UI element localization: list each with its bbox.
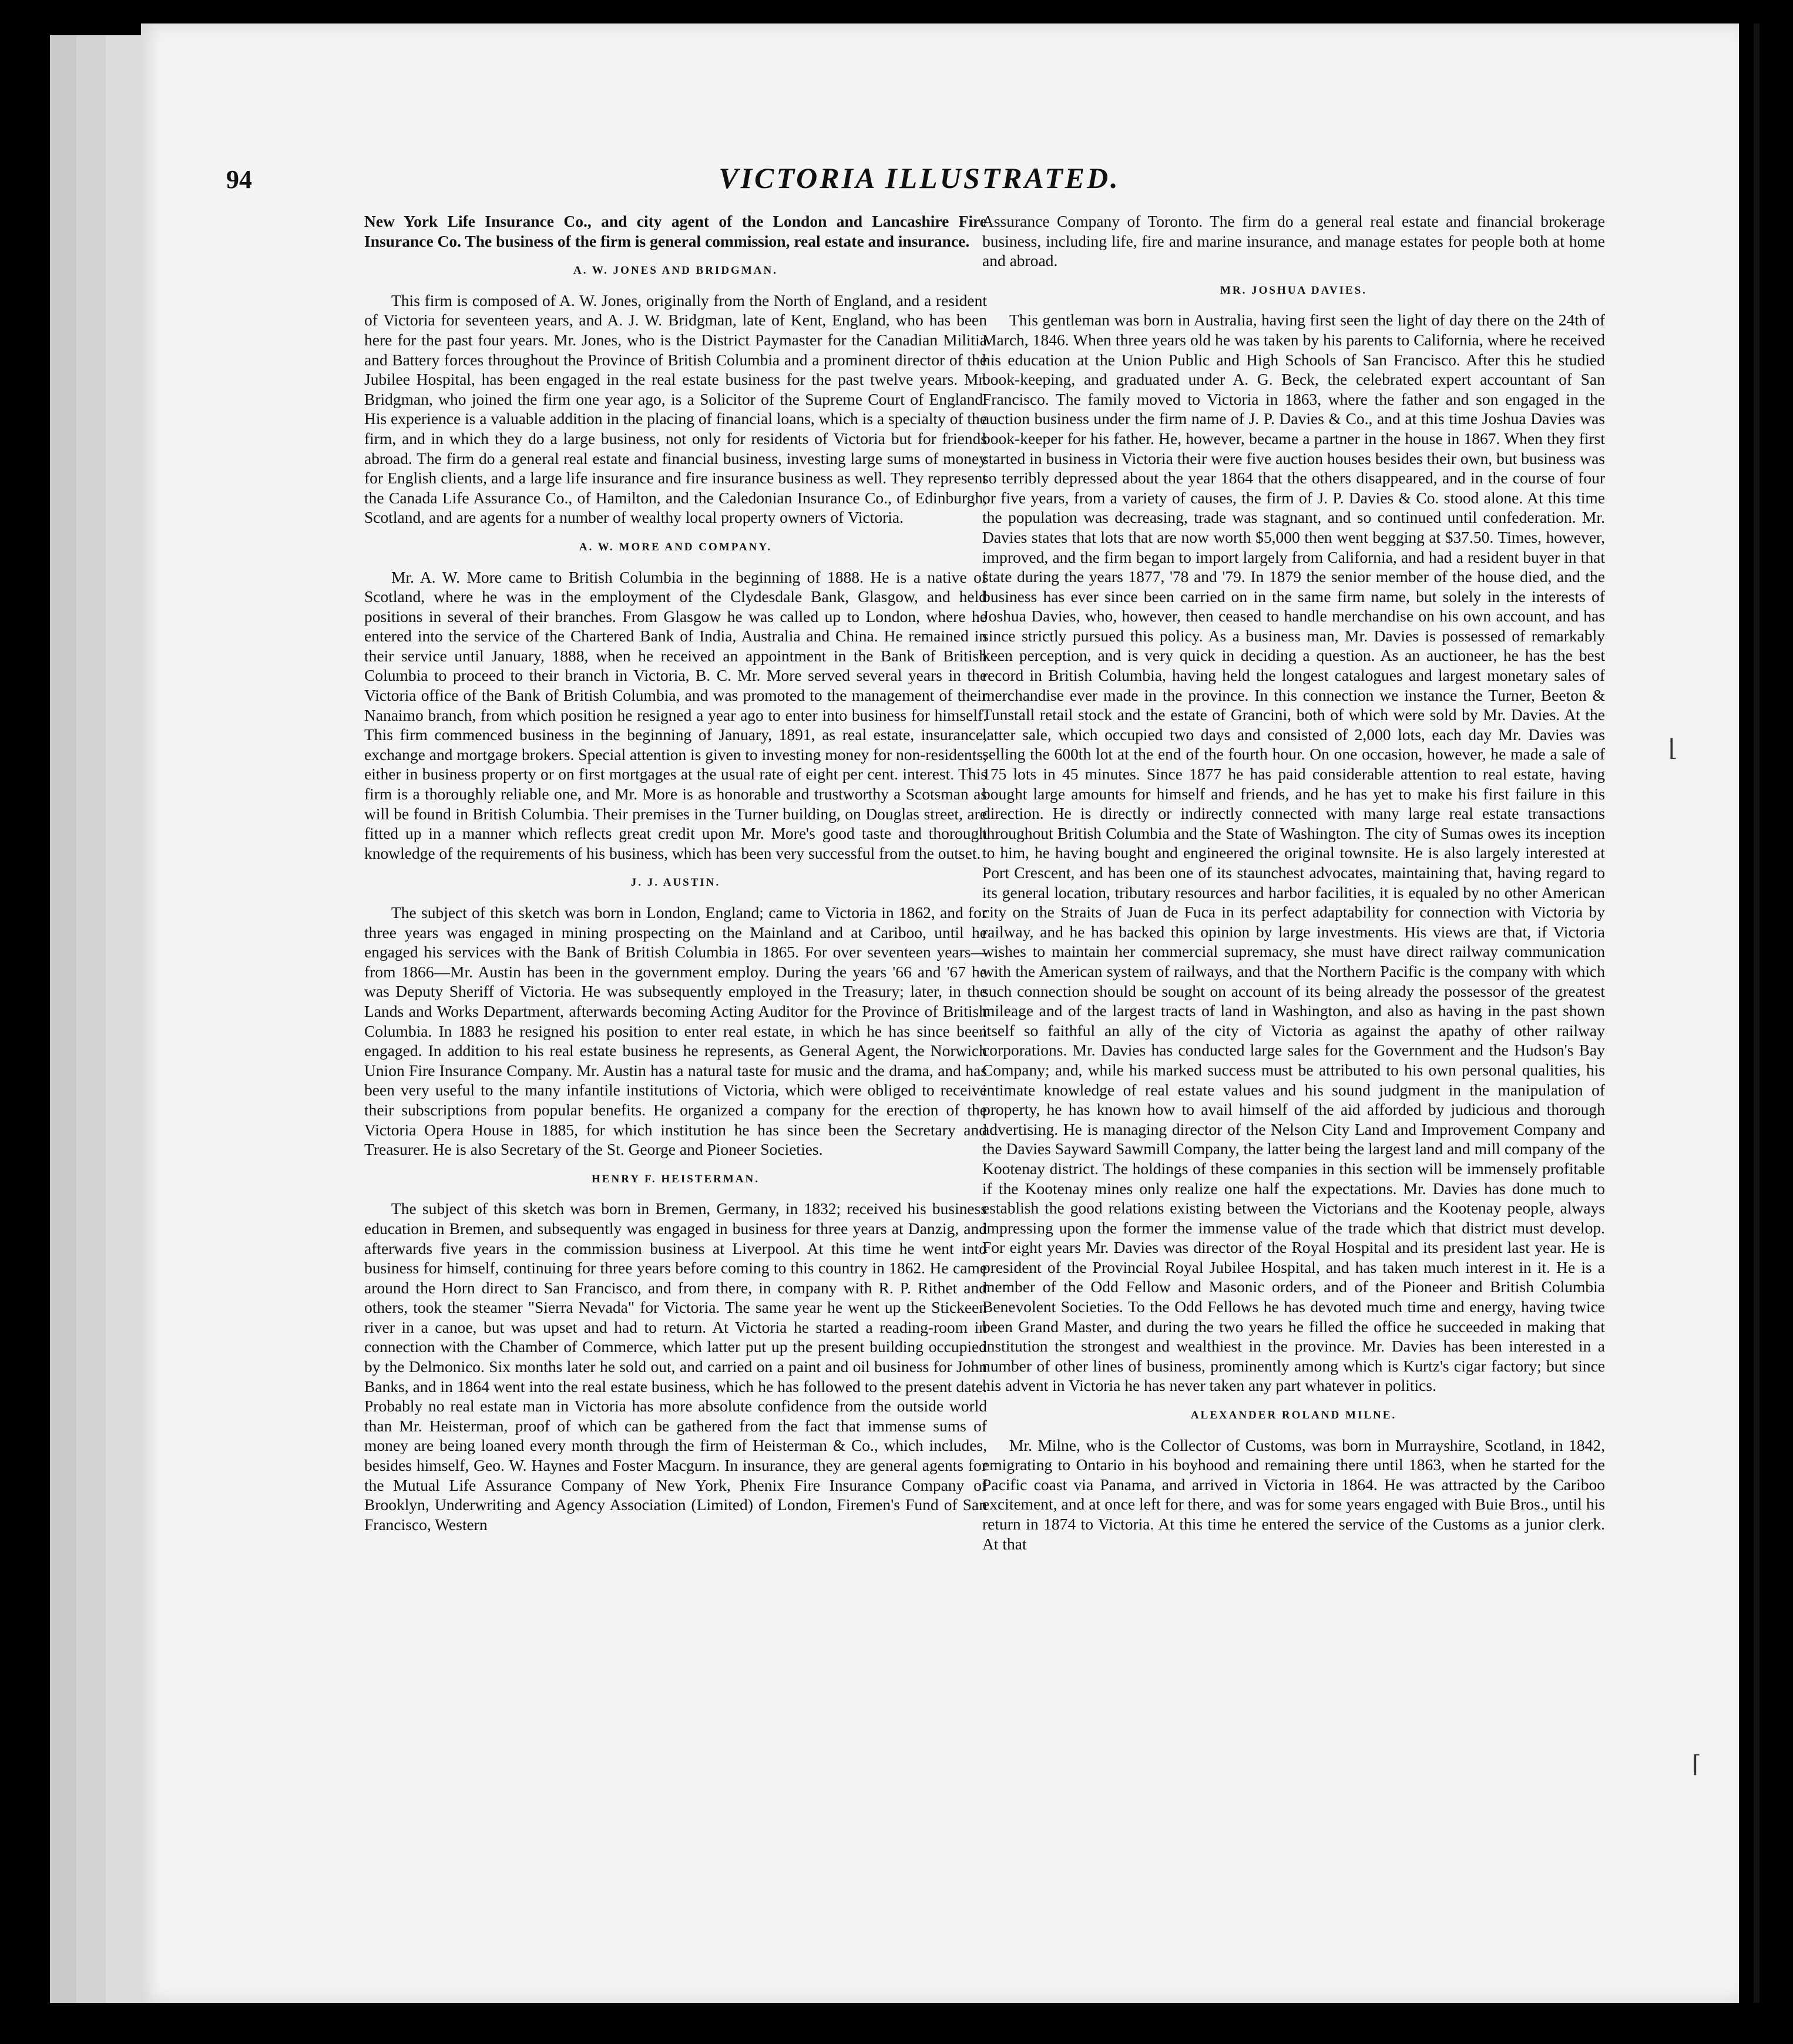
section-heading: A. W. JONES AND BRIDGMAN. <box>573 264 778 277</box>
margin-mark: ⌊ <box>1668 735 1678 761</box>
section-heading: MR. JOSHUA DAVIES. <box>1220 284 1368 297</box>
section-body: Mr. A. W. More came to British Columbia in the beginning of 1888. He is a native of Scotland, where he was in the employment of the Clydesdale Bank, Glasgow, and held positions in several of their branches. From Glasgow he was called up to London, where he entered into the service of the Chartered Bank of India, Australia and China. He remained in their service until January, 1888, when he received an appointment in the Bank of British Columbia to proceed to their branch in Victoria, B. C. Mr. More served several years in the Victoria office of the Bank of British Columbia, and was promoted to the management of their Nanaimo branch, from which position he resigned a year ago to enter into business for himself. This firm commenced business in the beginning of January, 1891, as real estate, insurance, exchange and mortgage brokers. Special attention is given to investing money for non-residents, either in business property or on first mortgages at the usual rate of eight per cent. interest. This firm is a thoroughly reliable one, and Mr. More is as honorable and trustworthy a Scotsman as will be found in British Columbia. Their premises in the Turner building, on Douglas street, are fitted up in a manner which reflects great credit upon Mr. More's good taste and thorough knowledge of the requirements of his business, which has been very successful from the outset. <box>364 567 987 862</box>
section-heading: HENRY F. HEISTERMAN. <box>592 1172 760 1185</box>
section-heading: J. J. AUSTIN. <box>630 876 721 889</box>
section-body: This firm is composed of A. W. Jones, originally from the North of England, and a resident of Victoria for seventeen years, and A. J. W. Bridgman, late of Kent, England, who has been here for the past four years. Mr. Jones, who is the District Paymaster for the Canadian Militia and Battery forces throughout the Province of British Columbia and a prominent director of the Jubilee Hospital, has been engaged in the real estate business for the past twelve years. Mr. Bridgman, who joined the firm one year ago, is a Solicitor of the Supreme Court of England. His experience is a valuable addition in the placing of financial loans, which is a specialty of the firm, and in which they do a large business, not only for residents of Victoria but for friends abroad. The firm do a general real estate and financial business, investing large sums of money for English clients, and a large life insurance and fire insurance business as well. They represent the Canada Life Assurance Co., of Hamilton, and the Caledonian Insurance Co., of Edinburgh, Scotland, and are agents for a number of wealthy local property owners of Victoria. <box>364 291 987 527</box>
margin-mark: ⌈ <box>1692 1751 1701 1777</box>
page-number: 94 <box>226 165 252 194</box>
section-heading: A. W. MORE AND COMPANY. <box>579 540 773 553</box>
left-column <box>364 211 987 1534</box>
right-column <box>982 211 1605 1554</box>
section-body: The subject of this sketch was born in London, England; came to Victoria in 1862, and for three years was engaged in mining prospecting on the Mainland and at Cariboo, until he engaged his services with the Bank of British Columbia in 1865. For over seventeen years—from 1866—Mr. Austin has been in the government employ. During the years '66 and '67 he was Deputy Sheriff of Victoria. He was subsequently employed in the Treasury; later, in the Lands and Works Department, afterwards becoming Acting Auditor for the Province of British Columbia. In 1883 he resigned his position to enter real estate, in which he has since been engaged. In addition to his real estate business he represents, as General Agent, the Norwich Union Fire Insurance Company. Mr. Austin has a natural taste for music and the drama, and has been very useful to the many infantile institutions of Victoria, which were obliged to receive their subscriptions from popular benefits. He organized a company for the erection of the Victoria Opera House in 1885, for which institution he has since been the Secretary and Treasurer. He is also Secretary of the St. George and Pioneer Societies. <box>364 903 987 1159</box>
section-body: The subject of this sketch was born in Bremen, Germany, in 1832; received his business education in Bremen, and subsequently was engaged in business for three years at Danzig, and afterwards five years in the commission business at Liverpool. At this time he went into business for himself, continuing for three years before coming to this country in 1862. He came around the Horn direct to San Francisco, and from there, in company with R. P. Rithet and others, took the steamer "Sierra Nevada" for Victoria. The same year he went up the Stickeen river in a canoe, but was upset and had to return. At Victoria he started a reading-room in connection with the Chamber of Commerce, which latter put up the present building occupied by the Delmonico. Six months later he sold out, and carried on a paint and oil business for John Banks, and in 1864 went into the real estate business, which he has followed to the present date. Probably no real estate man in Victoria has more absolute confidence from the outside world than Mr. Heisterman, proof of which can be gathered from the fact that immense sums of money are being loaned every month through the firm of Heisterman & Co., which includes, besides himself, Geo. W. Haynes and Foster Macgurn. In insurance, they are general agents for the Mutual Life Assurance Company of New York, Phenix Fire Insurance Company of Brooklyn, Underwriting and Agency Association (Limited) of London, Firemen's Fund of San Francisco, Western <box>364 1199 987 1534</box>
section-body: Mr. Milne, who is the Collector of Customs, was born in Murrayshire, Scotland, in 1842, emigrating to Ontario in his boyhood and remaining there until 1863, when he started for the Pacific coast via Panama, and arrived in Victoria in 1864. He was attracted by the Cariboo excitement, and at once left for there, and was for some years engaged with Buie Bros., until his return in 1874 to Victoria. At this time he entered the service of the Customs as a junior clerk. At that <box>982 1435 1605 1553</box>
section-body: This gentleman was born in Australia, having first seen the light of day there on the 24th of March, 1846. When three years old he was taken by his parents to California, where he received his education at the Union Public and High Schools of San Francisco. After this he studied book-keeping, and graduated under A. G. Beck, the celebrated expert accountant of San Francisco. The family moved to Victoria in 1863, where the father and son engaged in the auction business under the firm name of J. P. Davies & Co., and at this time Joshua Davies was book-keeper for his father. He, however, became a partner in the house in 1867. When they first started in business in Victoria their were five auction houses besides their own, but business was so terribly depressed about the year 1864 that the others disappeared, and in the course of four or five years, from a variety of causes, the firm of J. P. Davies & Co. stood alone. At this time the population was decreasing, trade was stagnant, and so continued until confederation. Mr. Davies states that lots that are now worth $5,000 then went begging at $37.50. Times, however, improved, and the firm began to import largely from California, and had a resident buyer in that state during the years 1877, '78 and '79. In 1879 the senior member of the house died, and the business has ever since been carried on in the same firm name, but solely in the interests of Joshua Davies, who, however, then ceased to handle merchandise on his own account, and has since strictly pursued this policy. As a business man, Mr. Davies is possessed of remarkably keen perception, and is very quick in deciding a question. As an auctioneer, he has the best record in British Columbia, having held the longest catalogues and largest monetary sales of merchandise ever made in the province. In this connection we instance the Turner, Beeton & Tunstall retail stock and the estate of Grancini, both of which were sold by Mr. Davies. At the latter sale, which occupied two days and consisted of 2,000 lots, each day Mr. Davies was selling the 600th lot at the end of the fourth hour. On one occasion, however, he made a sale of 175 lots in 45 minutes. Since 1877 he has paid considerable attention to real estate, having bought large amounts for himself and friends, and he has yet to make his first failure in this direction. He is directly or indirectly connected with many large real estate transactions throughout British Columbia and the State of Washington. The city of Sumas owes its inception to him, he having bought and engineered the original townsite. He is also largely interested at Port Crescent, and has been one of its staunchest advocates, maintaining that, having regard to its general location, tributary resources and harbor facilities, it is equaled by no other American city on the Straits of Juan de Fuca in its perfect adaptability for connection with Victoria by railway, and he has backed this opinion by large investments. His views are that, if Victoria wishes to maintain her commercial supremacy, she must have direct railway communication with the American system of railways, and that the Northern Pacific is the company with which such connection should be sought on account of its being already the possessor of the greatest mileage and of the largest tracts of land in Washington, and also as having in the past shown itself so faithful an ally of the city of Victoria as against the apathy of other railway corporations. Mr. Davies has conducted large sales for the Government and the Hudson's Bay Company; and, while his marked success must be attributed to his own personal qualities, his intimate knowledge of real estate values and his sound judgment in the manipulation of property, he has known how to avail himself of the aid afforded by judicious and thorough advertising. He is managing director of the Nelson City Land and Improvement Company and the Davies Sayward Sawmill Company, the latter being the largest land and mill company of the Kootenay district. The holdings of these companies in this section will be immensely profitable if the Kootenay mines only realize one half the expectations. Mr. Davies has done much to establish the good relations existing between the Victorians and the Kootenay people, always impressing upon the former the immense value of the trade which that district must develop. For eight years Mr. Davies was director of the Royal Hospital and its president last year. He is president of the Provincial Royal Jubilee Hospital, and has taken much interest in it. He is a member of the Odd Fellow and Masonic orders, and of the Pioneer and British Columbia Benevolent Societies. To the Odd Fellows he has devoted much time and energy, having twice been Grand Master, and during the two years he filled the office he succeeded in making that institution the strongest and wealthiest in the province. Mr. Davies has been interested in a number of other lines of business, prominently among which is Kurtz's cigar factory; but since his advent in Victoria he has never taken any part whatever in politics. <box>982 311 1605 1395</box>
continuation-paragraph: New York Life Insurance Co., and city agent of the London and Lancashire Fire Insurance Co. The business of the firm is general commission, real estate and insurance. <box>364 212 987 250</box>
running-head <box>226 164 1613 200</box>
running-title: VICTORIA ILLUSTRATED. <box>718 162 1120 194</box>
section-heading: ALEXANDER ROLAND MILNE. <box>1190 1409 1397 1422</box>
page-border-rule <box>1754 23 1760 2003</box>
continuation-paragraph: Assurance Company of Toronto. The firm do a general real estate and financial brokerage business, including life, fire and marine insurance, and manage estates for people both at home and abroad. <box>982 212 1605 270</box>
